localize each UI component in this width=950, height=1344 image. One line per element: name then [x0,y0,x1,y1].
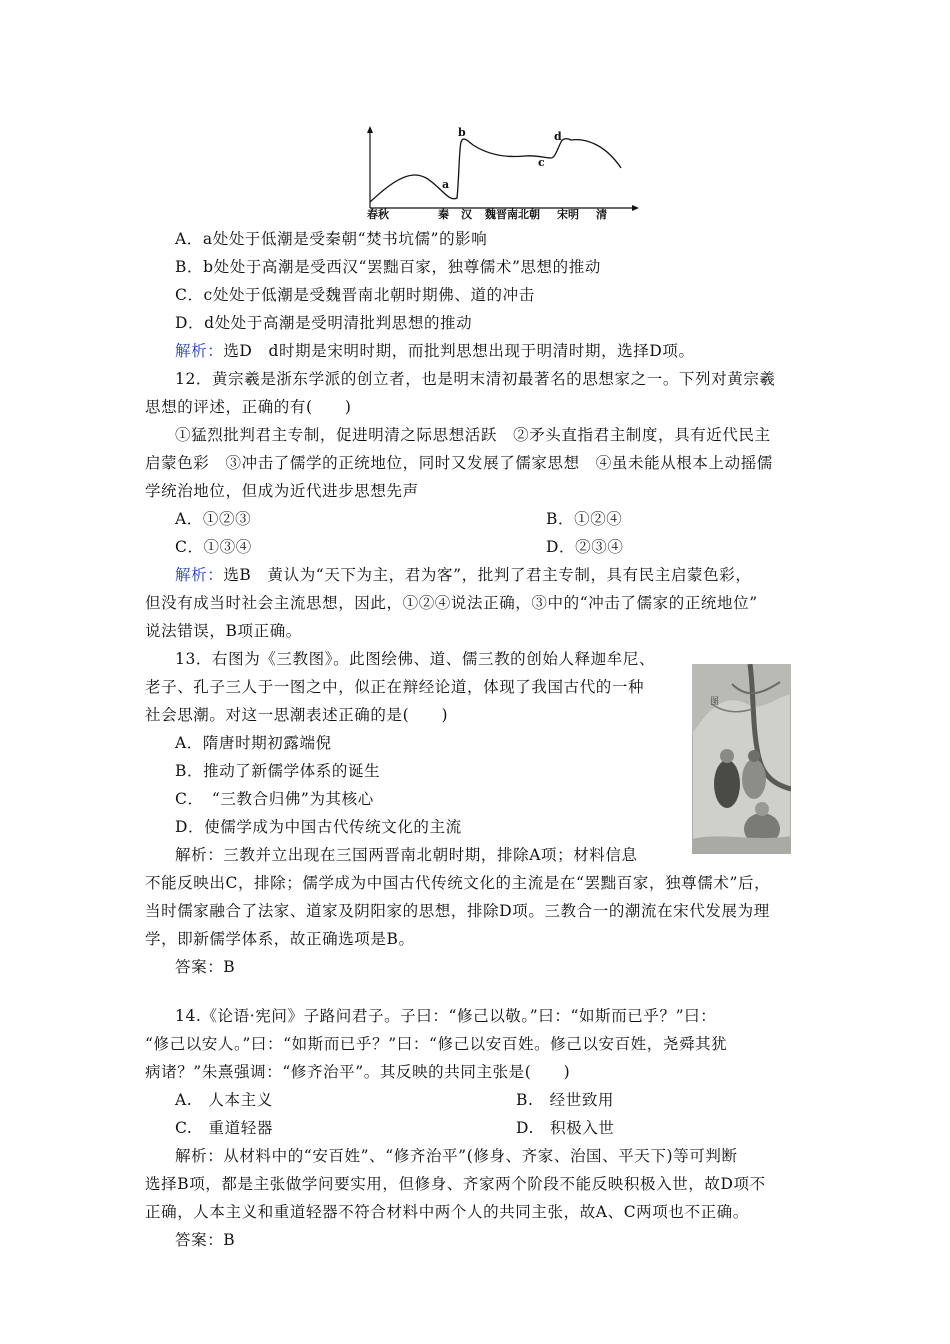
q12-analysis-label: 解析： [175,566,224,584]
sanjiao-painting-image [692,664,791,854]
q12-option-b: B．①②④ [546,510,623,528]
q14-analysis-line-2: 选择B项，都是主张做学问要实用，但修身、齐家两个阶段不能反映积极入世，故D项不 [145,1175,766,1193]
q13-stem-line-1: 13．右图为《三教图》。此图绘佛、道、儒三教的创始人释迦牟尼、 [175,650,656,668]
q12-analysis-line-3: 说法错误，B项正确。 [145,622,302,640]
x-label-weijin: 魏晋南北朝 [485,208,540,220]
x-axis-arrow [632,205,639,211]
svg-text:图: 图 [710,697,720,707]
q14-analysis-line-1: 解析：从材料中的“安百姓”、“修齐治平”(修身、齐家、治国、平天下)等可判断 [175,1147,738,1165]
q11-analysis-text: 选D d时期是宋明时期，而批判思想出现于明清时期，选择D项。 [223,342,695,360]
x-label-songming: 宋明 [557,208,579,220]
q14-analysis-line-3: 正确，人本主义和重道轻器不符合材料中两个人的共同主张，故A、C两项也不正确。 [145,1203,749,1221]
q11-option-b: B．b处处于高潮是受西汉“罢黜百家，独尊儒术”思想的推动 [175,258,601,276]
q14-option-c: C. 重道轻器 [175,1119,273,1137]
x-label-han: 汉 [461,208,472,220]
q13-answer: 答案：B [175,958,236,976]
x-label-qin: 秦 [438,208,449,220]
q13-analysis-line-2: 不能反映出C，排除；儒学成为中国古代传统文化的主流是在“罢黜百家，独尊儒术”后， [145,874,771,892]
point-label-b: b [458,126,466,139]
point-label-c: c [538,156,545,169]
q14-stem-line-1: 14.《论语·宪问》子路问君子。子曰：“修己以敬。”曰：“如斯而已乎？”曰： [175,1007,717,1025]
q12-option-c: C．①③④ [175,538,252,556]
q14-answer: 答案：B [175,1231,236,1249]
q13-analysis-line-3: 当时儒家融合了法家、道家及阴阳家的思想，排除D项。三教合一的潮流在宋代发展为理 [145,902,770,920]
q14-stem-line-3: 病诸？”朱熹强调：“修齐治平”。其反映的共同主张是( ) [145,1063,571,1081]
q13-option-a: A．隋唐时期初露端倪 [175,734,332,752]
q14-option-d: D. 积极入世 [516,1119,615,1137]
q12-option-d: D．②③④ [546,538,624,556]
q11-analysis-label: 解析： [175,342,224,360]
q11-option-a: A．a处处于低潮是受秦朝“焚书坑儒”的影响 [175,230,488,248]
q12-stem-line-2: 思想的评述，正确的有( ) [145,398,352,416]
q13-analysis-line-4: 学，即新儒学体系，故正确选项是B。 [145,930,415,948]
q12-stem-line-4: 启蒙色彩 ③冲击了儒学的正统地位，同时又发展了儒家思想 ④虽未能从根本上动摇儒 [145,454,773,472]
point-label-a: a [442,178,450,191]
q11-option-c: C．c处处于低潮是受魏晋南北朝时期佛、道的冲击 [175,286,535,304]
q13-analysis-line-1: 解析：三教并立出现在三国两晋南北朝时期，排除A项；材料信息 [175,846,638,864]
confucianism-trend-curve [355,120,655,220]
q14-option-a: A. 人本主义 [175,1091,273,1109]
q13-option-c: C． “三教合归佛”为其核心 [175,790,374,808]
q13-option-d: D．使儒学成为中国古代传统文化的主流 [175,818,462,836]
x-label-qing: 清 [596,208,607,220]
q13-stem-line-2: 老子、孔子三人于一图之中，似正在辩经论道，体现了我国古代的一种 [145,678,645,696]
q12-analysis-line-2: 但没有成当时社会主流思想，因此，①②④说法正确，③中的“冲击了儒家的正统地位” [145,594,758,612]
q12-analysis-line-1 [175,565,751,585]
q13-option-b: B．推动了新儒学体系的诞生 [175,762,381,780]
q11-option-d: D．d处处于高潮是受明清批判思想的推动 [175,314,473,332]
q12-stem-line-5: 学统治地位，但成为近代进步思想先声 [145,482,419,500]
q14-stem-line-2: “修己以安人。”曰：“如斯而已乎？”曰：“修己以安百姓。修己以安百姓，尧舜其犹 [145,1035,728,1053]
q12-option-a: A．①②③ [175,510,252,528]
point-label-d: d [554,130,562,143]
x-label-chunqiu: 春秋 [367,208,389,220]
q12-analysis-text-1: 选B 黄认为“天下为主，君为客”，批判了君主专制，具有民主启蒙色彩， [223,566,752,584]
q14-option-b: B. 经世致用 [516,1091,615,1109]
y-axis-arrow [367,126,373,133]
trend-curve [370,139,621,202]
q12-stem-line-3: ①猛烈批判君主专制，促进明清之际思想活跃 ②矛头直指君主制度，具有近代民主 [175,426,771,444]
q13-stem-line-3: 社会思潮。对这一思潮表述正确的是( ) [145,706,449,724]
q12-stem-line-1: 12．黄宗羲是浙东学派的创立者，也是明末清初最著名的思想家之一。下列对黄宗羲 [175,370,776,388]
q11-analysis [175,341,695,361]
